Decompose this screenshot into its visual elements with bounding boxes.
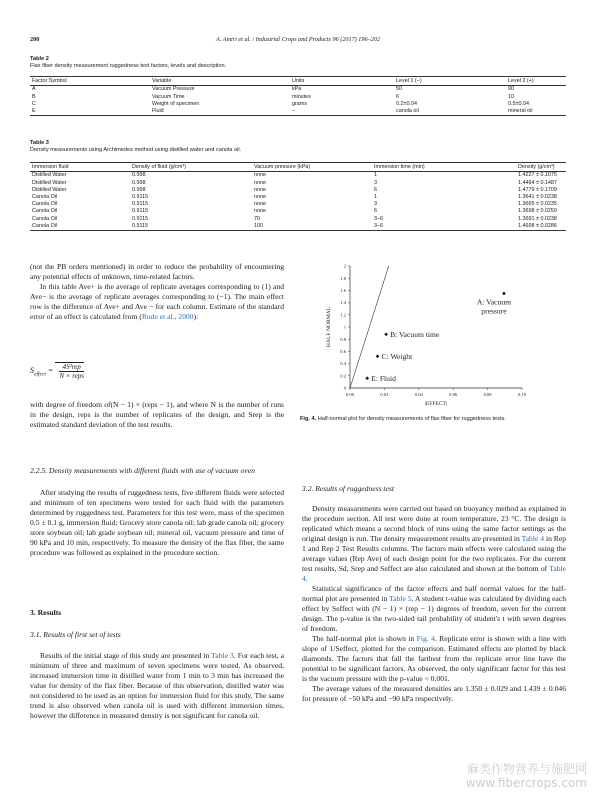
table3-header-row bbox=[30, 163, 566, 172]
citation-link[interactable]: Rude et al., 2000 bbox=[141, 312, 194, 321]
watermark bbox=[466, 762, 587, 790]
table-cell: 90 bbox=[508, 86, 514, 93]
table-cell: 0.9115 bbox=[132, 208, 149, 215]
table-cell: Canola Oil bbox=[30, 223, 130, 231]
y-tick-label: 1 bbox=[343, 324, 346, 330]
table-cell: 1.4227 ± 0.1075 bbox=[518, 172, 557, 179]
y-axis-label: HALF NORMAL bbox=[326, 306, 332, 348]
table-cell: 6 bbox=[396, 93, 399, 100]
table2-caption-text: Flax fiber density measurement ruggedness test factors, levels and description. bbox=[30, 63, 227, 69]
table-cell: mineral oil bbox=[506, 108, 566, 116]
table3-body bbox=[30, 172, 566, 231]
column-header: Factor Symbol bbox=[30, 77, 150, 86]
formula-lhs: S bbox=[30, 365, 34, 375]
right-column-text bbox=[302, 504, 566, 704]
watermark-line: 麻类作物营养与施肥网 bbox=[466, 762, 587, 776]
table-row bbox=[30, 94, 566, 101]
table-row bbox=[30, 194, 566, 201]
table-cell: none bbox=[254, 193, 266, 200]
table-cell: Weight of specimen bbox=[152, 100, 200, 107]
table-cell: Distilled Water bbox=[32, 179, 67, 186]
formula-equals: = bbox=[45, 365, 56, 375]
paragraph bbox=[302, 584, 566, 634]
y-tick-label: 0.8 bbox=[340, 336, 346, 342]
left-column-top bbox=[30, 262, 284, 322]
column-header: Units bbox=[290, 77, 394, 86]
table-row bbox=[30, 201, 566, 208]
table-cell: B bbox=[32, 93, 36, 100]
data-point bbox=[365, 376, 369, 380]
table-cell: 6 bbox=[374, 186, 377, 193]
table-row bbox=[30, 172, 566, 180]
x-axis-label: |EFFECT| bbox=[424, 401, 448, 407]
table-cell: 1.4464 ± 0.1487 bbox=[518, 179, 557, 186]
table-cell: A bbox=[32, 86, 36, 93]
formula-denominator: N × reps bbox=[59, 372, 85, 380]
text-run: . For each test, a minimum of three and maximum of seven specimens were tested. As observed, increased immersion time in distilled water from 1 min to 3 min has increased the value for density of the flax fiber. Because of this observation, distilled water was not considered to be used as an option for immersion fluid for this study. The same trend is also observed when canola oil is used with different immersion times, however the difference in measured density is not significant for canola oil. bbox=[30, 651, 285, 720]
data-point bbox=[502, 292, 506, 296]
journal-reference: A. Amiri et al. / Industrial Crops and Products 96 (2017) 196–202 bbox=[216, 36, 380, 43]
y-tick-label: 1.2 bbox=[340, 312, 346, 318]
table-cell: 0.9115 bbox=[132, 215, 149, 222]
left-column-degrees bbox=[30, 400, 284, 430]
x-tick-label: 0.10 bbox=[517, 392, 527, 397]
table-cell: Vacuum Time bbox=[152, 93, 185, 100]
half-normal-plot bbox=[300, 258, 566, 410]
paragraph bbox=[302, 504, 566, 584]
table2 bbox=[30, 76, 566, 116]
point-label: E: Fluid bbox=[371, 373, 396, 383]
table-row bbox=[30, 101, 566, 108]
table-cell: 1.3698 ± 0.0250 bbox=[518, 208, 557, 215]
table-row bbox=[30, 223, 566, 231]
table-cell: none bbox=[254, 179, 266, 186]
table-cell: 3 bbox=[374, 201, 377, 208]
table-cell: grams bbox=[292, 100, 307, 107]
table-cell: 0.998 bbox=[132, 172, 146, 179]
table-reference-link[interactable]: Table 5 bbox=[389, 594, 412, 603]
page-number: 200 bbox=[30, 36, 40, 43]
table-cell: C bbox=[32, 100, 36, 107]
section-heading-3-1: 3.1. Results of first set of tests bbox=[30, 630, 121, 639]
table-cell: 1 bbox=[374, 193, 377, 200]
column-header: Level 2 (+) bbox=[506, 77, 566, 86]
table-cell: minutes bbox=[292, 93, 311, 100]
text-run: . Replicate error is shown with a line with slope of 1/Seffect, plotted for the comparison. Estimated effects are plotted by black diamonds. The factors that fall the farthest from the replicate error line have the potential to be significant factors. As observed, the only significant factor for this test is the vacuum pressure with the p-value < 0.001. bbox=[302, 634, 567, 683]
figure4-caption-text: Half-normal plot for density measurements of flax fiber for ruggedness tests. bbox=[316, 416, 506, 422]
table-cell: 50 bbox=[396, 86, 402, 93]
formula-radical bbox=[55, 362, 84, 380]
table-cell: 1.3665 ± 0.0235 bbox=[518, 201, 557, 208]
table3 bbox=[30, 162, 566, 231]
y-tick-label: 2 bbox=[343, 263, 346, 269]
text-run: Statistical significance of the factor effects and half normal values for the half-normal plot are presented in bbox=[302, 584, 566, 603]
table-cell: 10 bbox=[508, 93, 514, 100]
text-run: . A student t-value was calculated by dividing each effect by Seffect with (N − 1) × (rep − 1) degrees of freedom, seven for the current design. The p-value is the two-sided tail probability of student's t with seven degrees of freedom. bbox=[302, 594, 566, 633]
replicate-error-line bbox=[350, 266, 389, 388]
text-run: Results of the initial stage of this study are presented in bbox=[40, 651, 212, 660]
column-header: Immersion fluid bbox=[30, 163, 130, 172]
table-cell: none bbox=[254, 208, 266, 215]
table-cell: – bbox=[290, 108, 394, 116]
y-tick-label: 1.8 bbox=[340, 275, 346, 281]
table-cell: 1.3641 ± 0.0238 bbox=[518, 193, 557, 200]
text-run: . bbox=[305, 574, 308, 583]
table2-body bbox=[30, 86, 566, 116]
text-run: The half-normal plot is shown in bbox=[312, 634, 417, 643]
standard-error-formula bbox=[30, 362, 84, 380]
table-cell: kPa bbox=[292, 86, 302, 93]
data-point bbox=[384, 332, 388, 336]
table-cell: 1 bbox=[374, 172, 377, 179]
table3-caption bbox=[30, 140, 241, 154]
x-tick-label: 0.00 bbox=[345, 392, 355, 397]
table-row bbox=[30, 208, 566, 215]
table2-caption bbox=[30, 56, 226, 70]
text-run: Density measurements were carried out based on buoyancy method as explained in the procedure section. All test were done at room temperature, 23 °C. The design is replicated which means a second block of runs using the same factor settings as the original design is run. The density measurement results are presented in bbox=[302, 504, 566, 543]
paragraph: with degree of freedom of(N − 1) × (reps − 1), and where N is the number of runs in the design, reps is the number of replicates of the design, and Srep is the estimated standard deviation of the test results. bbox=[30, 400, 284, 429]
table-row bbox=[30, 180, 566, 187]
table-cell: 0.5±0.04 bbox=[508, 100, 529, 107]
table-cell: 3–6 bbox=[372, 223, 516, 231]
table-cell: canola oil bbox=[394, 108, 506, 116]
table-row bbox=[30, 187, 566, 194]
table-cell: Canola Oil bbox=[32, 193, 58, 200]
table-cell: Fluid bbox=[150, 108, 290, 116]
y-tick-label: 1.4 bbox=[340, 300, 346, 306]
y-tick-label: 0.4 bbox=[340, 361, 346, 367]
table-reference-link[interactable]: Table 3 bbox=[211, 651, 234, 660]
paragraph bbox=[30, 282, 284, 322]
data-point bbox=[376, 354, 380, 358]
table-cell: none bbox=[254, 172, 266, 179]
table-cell: none bbox=[254, 201, 266, 208]
figure4-caption bbox=[300, 416, 566, 422]
table-cell: 0.998 bbox=[132, 186, 146, 193]
table-cell: 0.9115 bbox=[130, 223, 252, 231]
figure-reference-link[interactable]: Fig. 4 bbox=[416, 634, 435, 643]
y-tick-label: 0.6 bbox=[340, 349, 346, 354]
section-heading-3-2: 3.2. Results of ruggedness test bbox=[302, 484, 394, 493]
table-reference-link[interactable]: Table 4 bbox=[521, 534, 545, 543]
point-label: pressure bbox=[481, 306, 507, 316]
point-label: C: Weight bbox=[381, 351, 413, 361]
table-cell: 3–6 bbox=[374, 215, 383, 222]
column-header: Density of fluid (g/cm³) bbox=[130, 163, 252, 172]
table-cell: Distilled Water bbox=[32, 172, 67, 179]
table-cell: 1.4779 ± 0.1709 bbox=[518, 186, 557, 193]
table-cell: Canola Oil bbox=[32, 201, 58, 208]
table-cell: 100 bbox=[252, 223, 372, 231]
column-header: Density (g/cm³) bbox=[516, 163, 566, 172]
x-tick-label: 0.08 bbox=[483, 392, 492, 397]
table-cell: Canola Oil bbox=[32, 208, 58, 215]
formula-subscript: effect bbox=[34, 371, 46, 378]
table-cell: 0.998 bbox=[132, 179, 146, 186]
formula-numerator: 4S²rep bbox=[59, 363, 84, 372]
paragraph: After studying the results of ruggedness tests, five different fluids were selected and minimum of ten specimens were tested for each fluid with the parameters determined by ruggedness test. Parameters for this test were, mass of the specimen 0.5 ± 0.1 g, immersion fluid; Grocery store canola oil; lab grade canola oil; grocery store soybean oil; lab grade soybean oil; mineral oil, vacuum pressure and time of 90 kPa and 10 min, respectively. To measure the density of the flax fiber, the same procedure was followed as explained in the procedure section. bbox=[30, 488, 284, 557]
table-row bbox=[30, 86, 566, 94]
x-tick-label: 0.04 bbox=[414, 392, 423, 397]
column-header: Level 1 (−) bbox=[394, 77, 506, 86]
column-header: Vacuum pressure (kPa) bbox=[252, 163, 372, 172]
table-cell: 6 bbox=[374, 208, 377, 215]
table-cell: 1.3691 ± 0.0238 bbox=[518, 215, 557, 222]
table3-caption-text: Density measurements using Archimedes method using distilled water and canola oil. bbox=[30, 147, 242, 153]
section-heading-3: 3. Results bbox=[30, 608, 62, 617]
column-header: Variable bbox=[150, 77, 290, 86]
x-tick-label: 0.02 bbox=[380, 392, 389, 397]
left-column-fluids bbox=[30, 488, 284, 558]
y-tick-label: 0 bbox=[343, 385, 346, 391]
table-cell: none bbox=[254, 186, 266, 193]
point-label: A: Vacuum bbox=[476, 297, 512, 307]
text-run: In this table Ave+ is the average of replicate averages corresponding to (1) and Ave− is the average of replicate averages corresponding to (−1). The main effect row is the difference of Ave+ and Ave − for each column. Estimate of the standard error of an effect is calculated from ( bbox=[30, 282, 284, 321]
text-run: in Rep 1 and Rep 2 Test Results columns. The factors main effects were calculated using the average values (Rep Ave) of each design point for the two replicates. For the current test results, Sd, Srep and Seffect are also calculated and shown at the bottom of bbox=[302, 534, 567, 573]
table-cell: 0.9115 bbox=[132, 193, 149, 200]
table-cell: E bbox=[30, 108, 150, 116]
table-cell: Distilled Water bbox=[32, 186, 67, 193]
table-cell: 1.4698 ± 0.0286 bbox=[516, 223, 566, 231]
paragraph bbox=[30, 651, 284, 721]
table3-label: Table 3 bbox=[30, 140, 49, 146]
y-tick-label: 1.6 bbox=[340, 288, 346, 293]
table-cell: 0.9115 bbox=[132, 201, 149, 208]
table-row bbox=[30, 108, 566, 116]
table-cell: Vacuum Pressure bbox=[152, 86, 195, 93]
watermark-line: www.fibercrops.com bbox=[465, 776, 587, 790]
table2-header-row bbox=[30, 77, 566, 86]
paragraph: (not the PB orders mentioned) in order to reduce the probability of encountering any potential effects of unknown, time-related factors. bbox=[30, 262, 284, 281]
table-cell: 0.2±0.04 bbox=[396, 100, 417, 107]
table-reference-link[interactable]: Table 4 bbox=[302, 564, 566, 583]
y-tick-label: 0.2 bbox=[340, 373, 346, 379]
section-heading-2-2-5: 2.2.5. Density measurements with different fluids with use of vacuum oven bbox=[30, 466, 255, 475]
x-tick-label: 0.06 bbox=[449, 392, 458, 397]
figure4-label: Fig. 4. bbox=[300, 416, 317, 422]
table-row bbox=[30, 216, 566, 223]
paragraph: The average values of the measured densities are 1.350 ± 0.029 and 1.439 ± 0.046 for pressure of −50 kPa and −90 kPa respectively. bbox=[302, 684, 566, 703]
text-run: ): bbox=[193, 312, 199, 321]
left-column-results bbox=[30, 651, 284, 721]
table-cell: Canola Oil bbox=[32, 215, 58, 222]
point-label: B: Vacuum time bbox=[390, 329, 440, 339]
table2-label: Table 2 bbox=[30, 56, 49, 62]
paragraph bbox=[302, 634, 566, 684]
table-cell: 70 bbox=[254, 215, 260, 222]
table-cell: 3 bbox=[374, 179, 377, 186]
column-header: Immersion time (min) bbox=[372, 163, 516, 172]
